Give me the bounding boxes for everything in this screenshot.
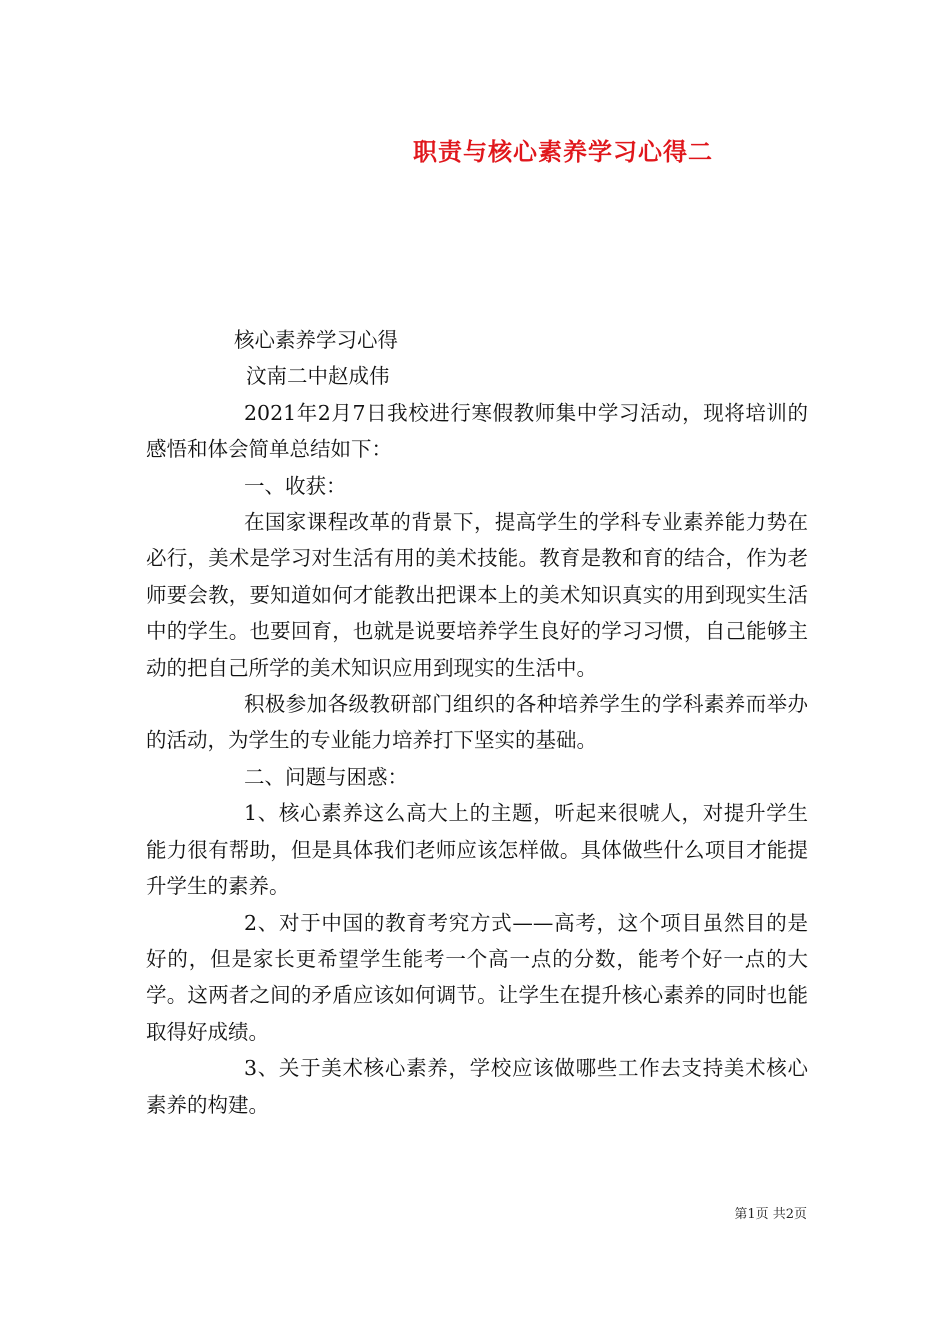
body-paragraph: 1、核心素养这么高大上的主题，听起来很唬人，对提升学生能力很有帮助，但是具体我们老师应该怎样做。具体做些什么项目才能提升学生的素养。: [146, 801, 808, 899]
document-title: 职责与核心素养学习心得二: [413, 137, 713, 166]
body-paragraph: 2021年2月7日我校进行寒假教师集中学习活动，现将培训的感悟和体会简单总结如下：: [146, 400, 808, 462]
body-paragraph: 3、关于美术核心素养，学校应该做哪些工作去支持美术核心素养的构建。: [146, 1056, 808, 1117]
document-body: [146, 322, 808, 1123]
subtitle-paragraph: 核心素养学习心得: [234, 328, 398, 352]
page-number: 第1页 共2页: [734, 1207, 807, 1222]
body-paragraph: 积极参加各级教研部门组织的各种培养学生的学科素养而举办的活动，为学生的专业能力培养打下坚实的基础。: [146, 692, 808, 753]
section-heading: 二、问题与困惑：: [244, 764, 408, 789]
author-paragraph: 汶南二中赵成伟: [246, 364, 390, 389]
body-paragraph: 2、对于中国的教育考究方式——高考，这个项目虽然目的是好的，但是家长更希望学生能考一个高一点的分数，能考个好一点的大学。这两者之间的矛盾应该如何调节。让学生在提升核心素养的同时也能取得好成绩。: [146, 910, 808, 1044]
section-heading: 一、收获：: [244, 473, 347, 498]
body-paragraph: 在国家课程改革的背景下，提高学生的学科专业素养能力势在必行，美术是学习对生活有用的美术技能。教育是教和育的结合，作为老师要会教，要知道如何才能教出把课本上的美术知识真实的用到现实生活中的学生。也要回育，也就是说要培养学生良好的学习习惯，自己能够主动的把自己所学的美术知识应用到现实的生活中。: [146, 510, 808, 680]
